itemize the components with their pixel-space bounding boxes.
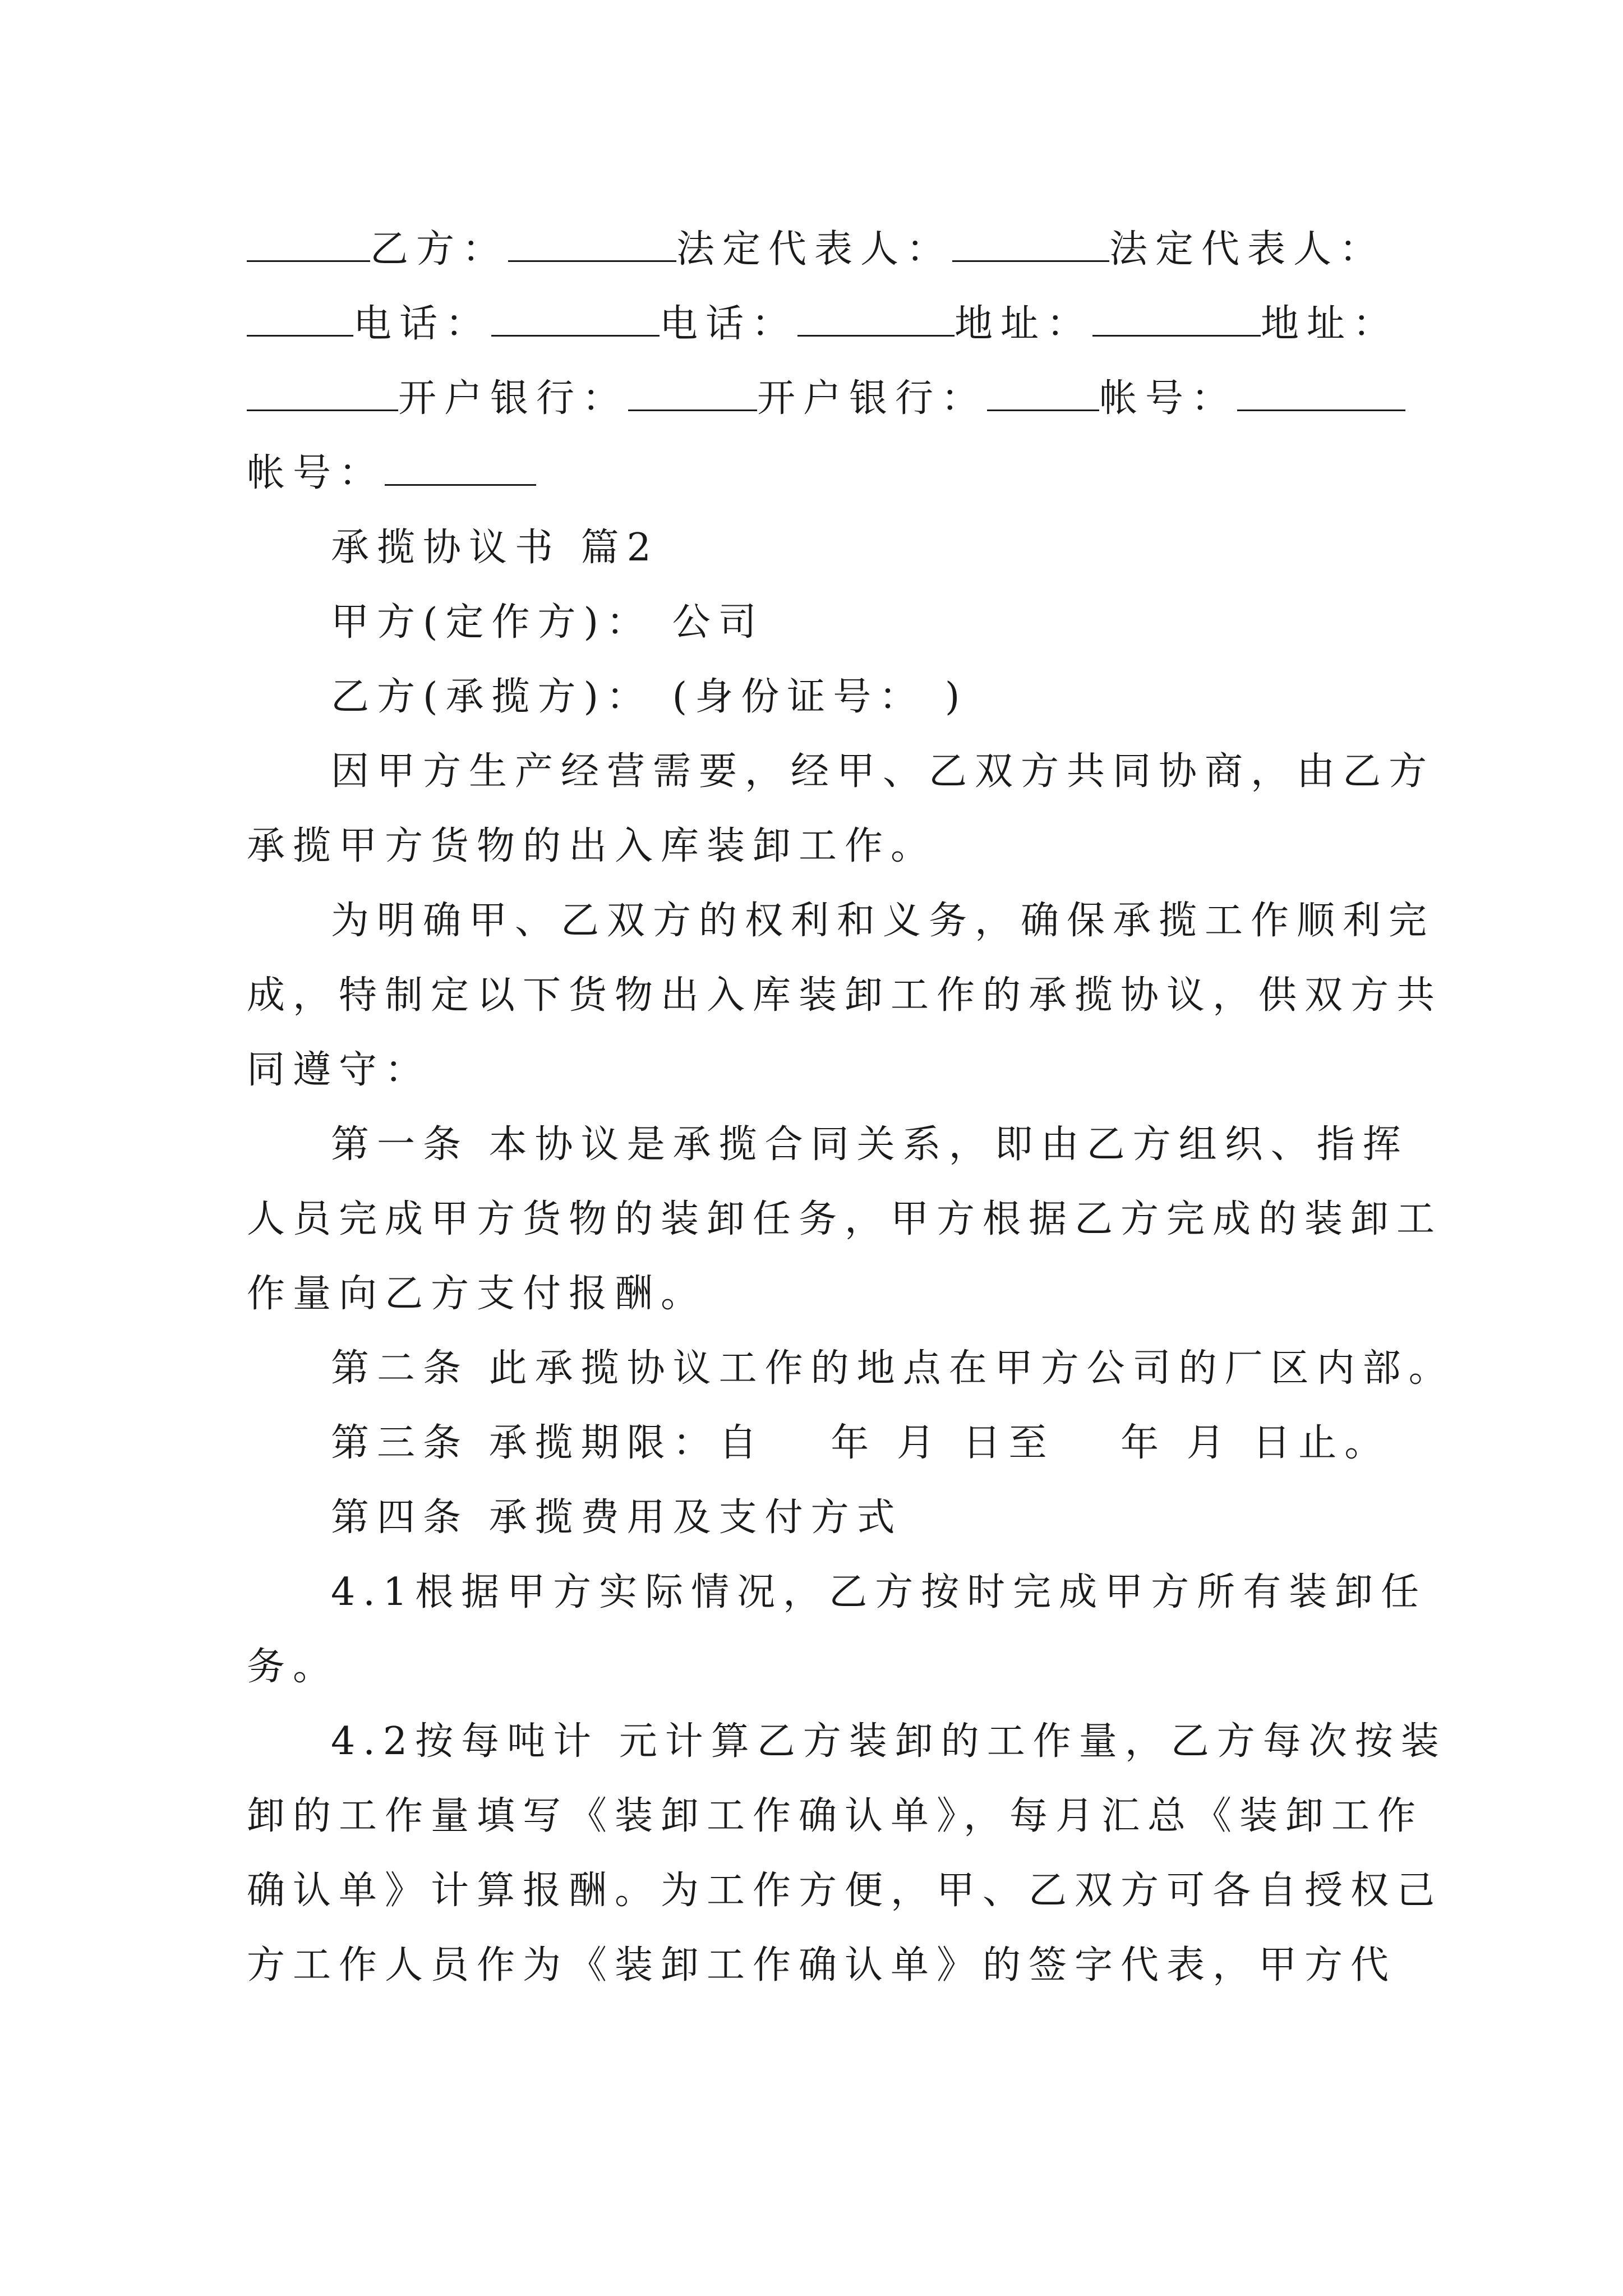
signature-line-1 xyxy=(247,212,1386,287)
clause-line: 卸的工作量填写《装卸工作确认单》，每月汇总《装卸工作 xyxy=(247,1794,1424,1838)
clause-line: 4.1根据甲方实际情况，乙方按时完成甲方所有装卸任 xyxy=(331,1570,1427,1614)
article-line: 第三条 承揽期限：自 年 月 日至 年 月 日止。 xyxy=(331,1421,1391,1465)
blank-field xyxy=(508,227,676,262)
document-page xyxy=(247,212,1455,2003)
paragraph-line: 同遵守： xyxy=(247,1048,431,1092)
account-label: 帐号： xyxy=(1099,376,1238,421)
signature-line-2 xyxy=(247,287,1399,361)
clause-line: 确认单》计算报酬。为工作方便，甲、乙双方可各自授权己 xyxy=(247,1869,1443,1913)
blank-field xyxy=(1092,301,1261,337)
blank-field xyxy=(797,301,955,337)
article-line: 作量向乙方支付报酬。 xyxy=(247,1272,707,1316)
bank-label: 开户银行： xyxy=(757,376,988,421)
blank-field xyxy=(491,301,660,337)
party-b-line: 乙方(承揽方)： (身份证号： ) xyxy=(331,675,968,719)
legal-rep-label: 法定代表人： xyxy=(1109,227,1386,272)
blank-field xyxy=(385,450,536,486)
party-a-line: 甲方(定作方)： 公司 xyxy=(331,600,764,645)
paragraph-line: 承揽甲方货物的出入库装卸工作。 xyxy=(247,824,937,868)
paragraph-line: 因甲方生产经营需要，经甲、乙双方共同协商，由乙方 xyxy=(331,749,1435,794)
blank-field xyxy=(628,376,757,411)
clause-line: 务。 xyxy=(247,1645,339,1689)
blank-field xyxy=(1237,376,1405,411)
legal-rep-label: 法定代表人： xyxy=(676,227,953,272)
party-b-label: 乙方： xyxy=(370,227,509,272)
blank-field xyxy=(987,376,1099,411)
signature-line-3 xyxy=(247,361,1380,436)
section-title: 承揽协议书 篇2 xyxy=(331,526,659,570)
blank-field xyxy=(247,301,353,337)
article-line: 第四条 承揽费用及支付方式 xyxy=(331,1496,903,1540)
blank-field xyxy=(952,227,1109,262)
blank-field xyxy=(247,227,370,262)
article-line: 第一条 本协议是承揽合同关系，即由乙方组织、指挥 xyxy=(331,1122,1409,1167)
signature-line-4 xyxy=(247,436,1380,510)
account-label: 帐号： xyxy=(247,451,385,495)
address-label: 地址： xyxy=(1261,302,1399,346)
phone-label: 电话： xyxy=(660,302,798,346)
bank-label: 开户银行： xyxy=(398,376,629,421)
paragraph-line: 成，特制定以下货物出入库装卸工作的承揽协议，供双方共 xyxy=(247,973,1443,1018)
clause-line: 4.2按每吨计 元计算乙方装卸的工作量，乙方每次按装 xyxy=(331,1719,1447,1764)
blank-field xyxy=(247,376,398,411)
clause-line: 方工作人员作为《装卸工作确认单》的签字代表，甲方代 xyxy=(247,1943,1397,1987)
address-label: 地址： xyxy=(955,302,1093,346)
article-line: 第二条 此承揽协议工作的地点在甲方公司的厂区内部。 xyxy=(331,1346,1455,1391)
paragraph-line: 为明确甲、乙双方的权利和义务，确保承揽工作顺利完 xyxy=(331,899,1435,943)
phone-label: 电话： xyxy=(353,302,492,346)
article-line: 人员完成甲方货物的装卸任务，甲方根据乙方完成的装卸工 xyxy=(247,1197,1443,1241)
